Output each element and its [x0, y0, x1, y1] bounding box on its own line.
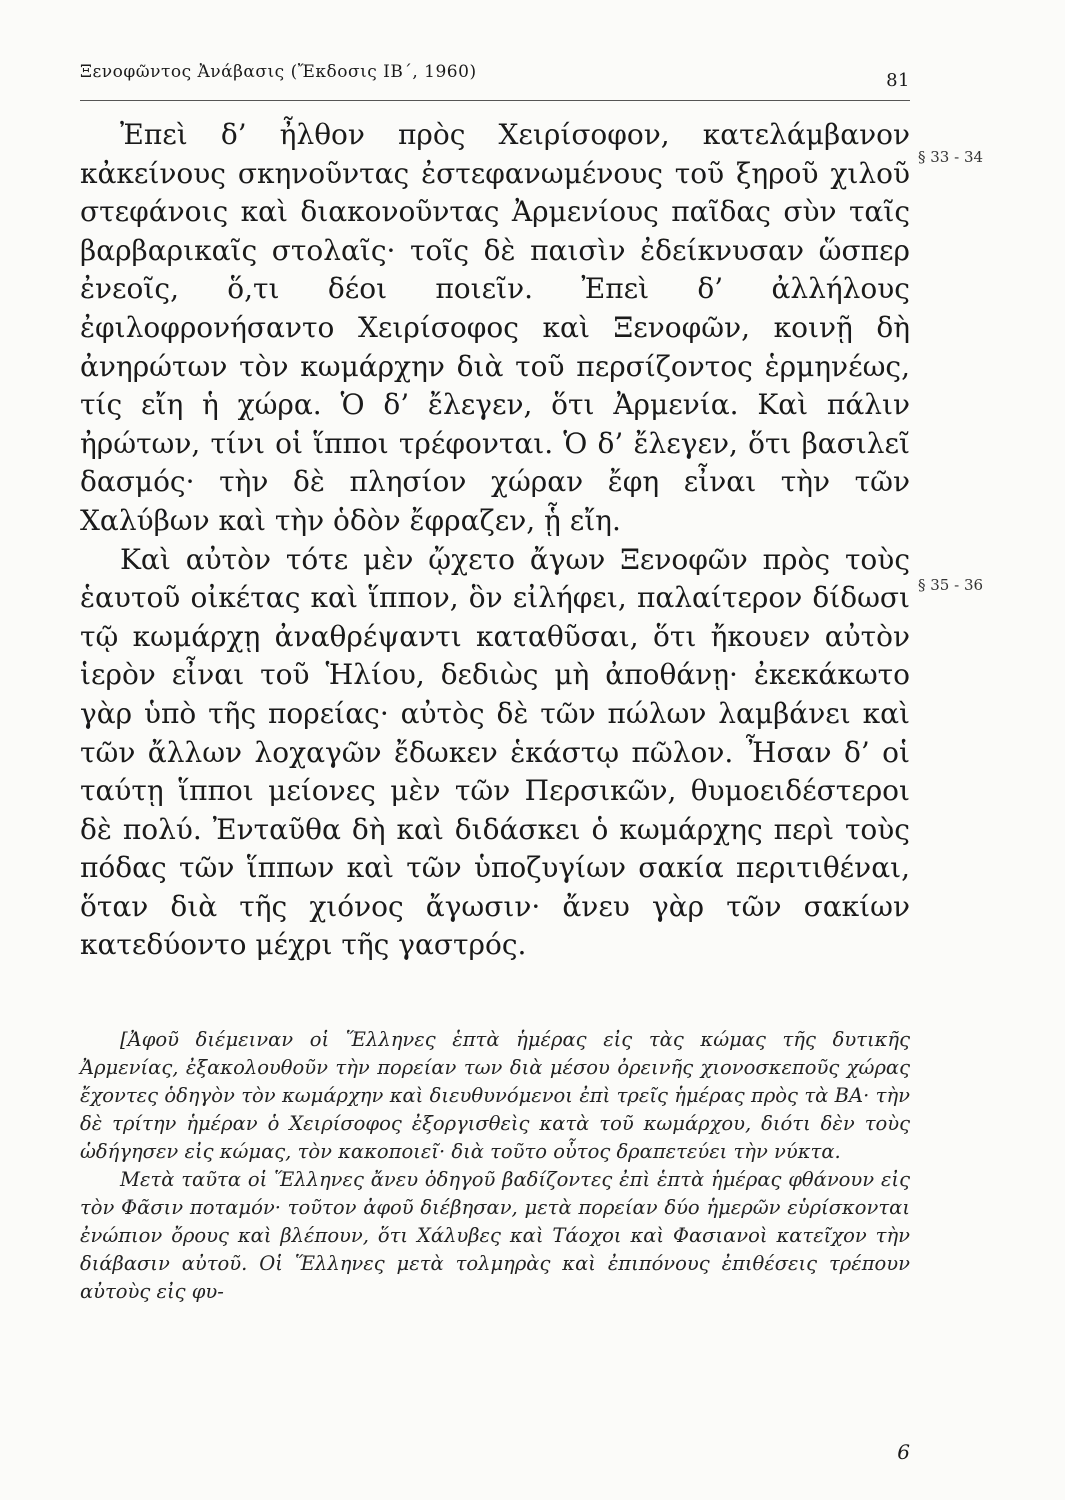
header-rule — [80, 100, 910, 101]
main-paragraph: Ἐπεὶ δ’ ἦλθον πρὸς Χειρίσοφον, κατελάμβανον κἀκείνους σκηνοῦντας ἐστεφανωμένους τοῦ ξηροῦ χιλοῦ στεφάνοις καὶ διακονοῦντας Ἀρμενίους παῖδας σὺν ταῖς βαρβαρικαῖς στολαῖς· τοῖς δὲ παισὶν ἐδείκνυσαν ὥσπερ ἐνεοῖς, ὅ,τι δέοι ποιεῖν. Ἐπεὶ δ’ ἀλλήλους ἐφιλοφρονήσαντο Χειρίσοφος καὶ Ξενοφῶν, κοινῇ δὴ ἀνηρώτων τὸν κωμάρχην διὰ τοῦ περσίζοντος ἑρμηνέως, τίς εἴη ἡ χώρα. Ὁ δ’ ἔλεγεν, ὅτι Ἀρμενία. Καὶ πάλιν ἠρώτων, τίνι οἱ ἵπποι τρέφονται. Ὁ δ’ ἔλεγεν, ὅτι βασιλεῖ δασμός· τὴν δὲ πλησίον χώραν ἔφη εἶναι τὴν τῶν Χαλύβων καὶ τὴν ὁδὸν ἔφραζεν, ᾗ εἴη. — [80, 118, 910, 537]
main-text — [80, 116, 910, 965]
page-number: 81 — [886, 70, 910, 91]
running-header — [80, 62, 910, 90]
main-paragraph: Καὶ αὐτὸν τότε μὲν ᾤχετο ἄγων Ξενοφῶν πρὸς τοὺς ἑαυτοῦ οἰκέτας καὶ ἵππον, ὃν εἰλήφει, παλαίτερον δίδωσι τῷ κωμάρχῃ ἀναθρέψαντι καταθῦσαι, ὅτι ἤκουεν αὐτὸν ἱερὸν εἶναι τοῦ Ἡλίου, δεδιὼς μὴ ἀποθάνῃ· ἐκεκάκωτο γὰρ ὑπὸ τῆς πορείας· αὐτὸς δὲ τῶν πώλων λαμβάνει καὶ τῶν ἄλλων λοχαγῶν ἔδωκεν ἑκάστῳ πῶλον. Ἦσαν δ’ οἱ ταύτῃ ἵπποι μείονες μὲν τῶν Περσικῶν, θυμοειδέστεροι δὲ πολύ. Ἐνταῦθα δὴ καὶ διδάσκει ὁ κωμάρχης περὶ τοὺς πόδας τῶν ἵππων καὶ τῶν ὑποζυγίων σακία περιτιθέναι, ὅταν διὰ τῆς χιόνος ἄγωσιν· ἄνευ γὰρ τῶν σακίων κατεδύοντο μέχρι τῆς γαστρός. — [80, 542, 910, 962]
summary-text — [80, 1026, 910, 1306]
signature-mark: 6 — [897, 1440, 910, 1464]
summary-paragraph: [Ἀφοῦ διέμειναν οἱ Ἕλληνες ἑπτὰ ἡμέρας εἰς τὰς κώμας τῆς δυτικῆς Ἀρμενίας, ἐξακολουθοῦν τὴν πορείαν των διὰ μέσου ὀρεινῆς χιονοσκεποῦς χώρας ἔχοντες ὁδηγὸν τὸν κωμάρχην καὶ διευθυνόμενοι ἐπὶ τρεῖς ἡμέρας πρὸς τὰ ΒΑ· τὴν δὲ τρίτην ἡμέραν ὁ Χειρίσοφος ἐξοργισθεὶς κατὰ τοῦ κωμάρχου, διότι δὲν τοὺς ὡδήγησεν εἰς κώμας, τὸν κακοποιεῖ· διὰ τοῦτο οὗτος δραπετεύει τὴν νύκτα. — [80, 1028, 910, 1163]
running-title: Ξενοφῶντος Ἀνάβασις (Ἔκδοσις ΙΒ΄, 1960) — [80, 62, 477, 82]
margin-note-section-35-36: § 35 - 36 — [918, 576, 984, 594]
margin-note-section-33-34: § 33 - 34 — [918, 148, 984, 166]
summary-paragraph: Μετὰ ταῦτα οἱ Ἕλληνες ἄνευ ὁδηγοῦ βαδίζοντες ἐπὶ ἑπτὰ ἡμέρας φθάνουν εἰς τὸν Φᾶσιν ποταμόν· τοῦτον ἀφοῦ διέβησαν, μετὰ πορείαν δύο ἡμερῶν εὑρίσκονται ἐνώπιον ὄρους καὶ βλέπουν, ὅτι Χάλυβες καὶ Τάοχοι καὶ Φασιανοὶ κατεῖχον τὴν διάβασιν αὐτοῦ. Οἱ Ἕλληνες μετὰ τολμηρὰς καὶ ἐπιπόνους ἐπιθέσεις τρέπουν αὐτοὺς εἰς φυ- — [80, 1168, 910, 1303]
